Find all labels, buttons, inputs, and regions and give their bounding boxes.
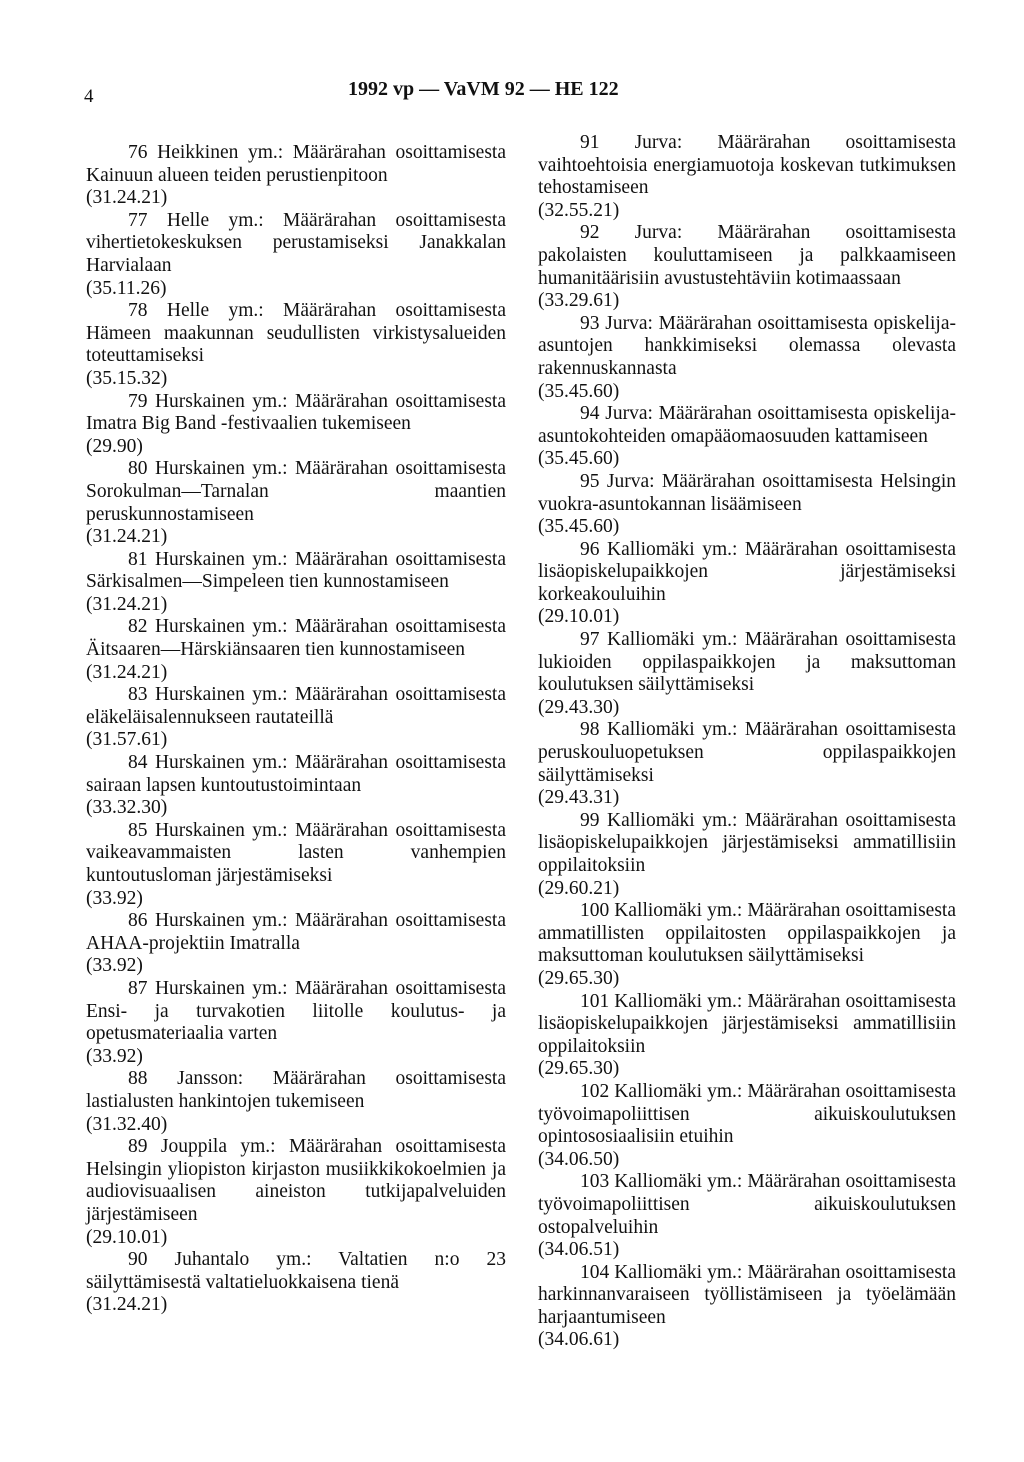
list-item bbox=[86, 1068, 506, 1136]
list-item bbox=[538, 810, 956, 900]
list-item bbox=[86, 910, 506, 978]
entry-code: (31.24.21) bbox=[86, 593, 168, 615]
entry-text: 95 Jurva: Määrärahan osoittamisesta Helsingin vuokra-asuntokannan lisäämiseen bbox=[538, 470, 956, 515]
list-item bbox=[538, 719, 956, 809]
running-title: 1992 vp — VaVM 92 — HE 122 bbox=[348, 78, 619, 100]
entry-text: 97 Kalliomäki ym.: Määrärahan osoittamisesta lukioiden oppilaspaikkojen ja maksuttoman koulutuksen säilyttämiseksi bbox=[538, 629, 956, 696]
list-item bbox=[538, 629, 956, 719]
list-item bbox=[538, 313, 956, 403]
list-item bbox=[86, 142, 506, 210]
list-item bbox=[538, 222, 956, 312]
entry-code: (29.90) bbox=[86, 435, 143, 457]
entry-text: 77 Helle ym.: Määrärahan osoittamisesta vihertietokeskuksen perustamiseksi Janakkalan Harvialaan bbox=[86, 209, 506, 276]
entry-code: (31.24.21) bbox=[86, 661, 168, 683]
list-item bbox=[538, 900, 956, 990]
entry-text: 88 Jansson: Määrärahan osoittamisesta lastialusten hankintojen tukemiseen bbox=[86, 1068, 506, 1112]
entry-code: (34.06.50) bbox=[538, 1148, 620, 1170]
list-item bbox=[538, 1081, 956, 1171]
entry-text: 94 Jurva: Määrärahan osoittamisesta opiskelija-asuntokohteiden omapääomaosuuden kattamiseen bbox=[538, 403, 956, 447]
entry-code: (34.06.61) bbox=[538, 1329, 620, 1351]
entry-text: 83 Hurskainen ym.: Määrärahan osoittamisesta eläkeläisalennukseen rautateillä bbox=[86, 684, 506, 728]
entry-text: 99 Kalliomäki ym.: Määrärahan osoittamisesta lisäopiskelupaikkojen järjestämiseksi ammatillisiin oppilaitoksiin bbox=[538, 809, 956, 876]
entry-code: (32.55.21) bbox=[538, 199, 620, 221]
entry-text: 79 Hurskainen ym.: Määrärahan osoittamisesta Imatra Big Band -festivaalien tukemiseen bbox=[86, 390, 506, 435]
list-item bbox=[86, 391, 506, 459]
entry-code: (33.92) bbox=[86, 887, 143, 909]
entry-text: 96 Kalliomäki ym.: Määrärahan osoittamisesta lisäopiskelupaikkojen järjestämiseksi korkeakouluihin bbox=[538, 538, 956, 605]
entry-text: 93 Jurva: Määrärahan osoittamisesta opiskelija-asuntojen hankkimiseksi olemassa olevasta rakennuskannasta bbox=[538, 312, 956, 379]
entry-text: 78 Helle ym.: Määrärahan osoittamisesta Hämeen maakunnan seudullisten virkistysalueiden toteuttamiseksi bbox=[86, 300, 506, 367]
page-number: 4 bbox=[84, 86, 94, 107]
entry-text: 103 Kalliomäki ym.: Määrärahan osoittamisesta työvoimapoliittisen aikuiskoulutuksen ostopalveluihin bbox=[538, 1171, 956, 1238]
entry-code: (35.45.60) bbox=[538, 380, 620, 402]
list-item bbox=[86, 549, 506, 617]
entry-text: 86 Hurskainen ym.: Määrärahan osoittamisesta AHAA-projektiin Imatralla bbox=[86, 910, 506, 954]
entry-code: (29.10.01) bbox=[538, 606, 620, 628]
entry-text: 98 Kalliomäki ym.: Määrärahan osoittamisesta peruskouluopetuksen oppilaspaikkojen säilyttämiseksi bbox=[538, 719, 956, 786]
entry-text: 82 Hurskainen ym.: Määrärahan osoittamisesta Äitsaaren—Härskiänsaaren tien kunnostamiseen bbox=[86, 616, 506, 661]
list-item bbox=[86, 978, 506, 1068]
list-item bbox=[538, 1171, 956, 1261]
entry-text: 84 Hurskainen ym.: Määrärahan osoittamisesta sairaan lapsen kuntoutustoimintaan bbox=[86, 752, 506, 796]
entry-text: 76 Heikkinen ym.: Määrärahan osoittamisesta Kainuun alueen teiden perustienpitoon bbox=[86, 142, 506, 186]
entry-code: (29.65.30) bbox=[538, 967, 620, 989]
entry-text: 81 Hurskainen ym.: Määrärahan osoittamisesta Särkisalmen—Simpeleen tien kunnostamiseen bbox=[86, 548, 506, 593]
entry-code: (29.60.21) bbox=[538, 877, 620, 899]
list-item bbox=[86, 684, 506, 752]
right-column bbox=[538, 132, 956, 1352]
entry-code: (31.24.21) bbox=[86, 187, 168, 209]
entry-code: (35.15.32) bbox=[86, 367, 168, 389]
list-item bbox=[86, 1249, 506, 1317]
list-item bbox=[86, 210, 506, 300]
entry-text: 90 Juhantalo ym.: Valtatien n:o 23 säilyttämisestä valtatieluokkaisena tienä bbox=[86, 1249, 506, 1293]
entry-text: 85 Hurskainen ym.: Määrärahan osoittamisesta vaikeavammaisten lasten vanhempien kuntoutusloman järjestämiseksi bbox=[86, 819, 506, 886]
list-item bbox=[86, 820, 506, 910]
list-item bbox=[86, 300, 506, 390]
entry-text: 91 Jurva: Määrärahan osoittamisesta vaihtoehtoisia energiamuotoja koskevan tutkimuksen tehostamiseen bbox=[538, 132, 956, 199]
list-item bbox=[86, 616, 506, 684]
list-item bbox=[538, 991, 956, 1081]
entry-code: (35.11.26) bbox=[86, 277, 167, 299]
entry-text: 102 Kalliomäki ym.: Määrärahan osoittamisesta työvoimapoliittisen aikuiskoulutuksen opintososiaalisiin etuihin bbox=[538, 1080, 956, 1148]
list-item bbox=[538, 132, 956, 222]
page-header bbox=[84, 78, 684, 112]
entry-code: (31.24.21) bbox=[86, 526, 168, 548]
entry-text: 100 Kalliomäki ym.: Määrärahan osoittamisesta ammatillisten oppilaitosten oppilaspaikkojen ja maksuttoman koulutuksen säilyttämiseksi bbox=[538, 900, 956, 967]
entry-code: (29.43.31) bbox=[538, 787, 620, 809]
entry-text: 80 Hurskainen ym.: Määrärahan osoittamisesta Sorokulman—Tarnalan maantien peruskunnostamiseen bbox=[86, 458, 506, 525]
entry-code: (31.57.61) bbox=[86, 729, 168, 751]
entry-text: 92 Jurva: Määrärahan osoittamisesta pakolaisten kouluttamiseen ja palkkaamiseen humanitäärisiin avustustehtäviin kotimaassaan bbox=[538, 222, 956, 289]
list-item bbox=[538, 539, 956, 629]
list-item bbox=[86, 458, 506, 548]
list-item bbox=[538, 471, 956, 539]
list-item bbox=[538, 1262, 956, 1352]
entry-text: 89 Jouppila ym.: Määrärahan osoittamisesta Helsingin yliopiston kirjaston musiikkikokoelmien ja audiovisuaalisen aineiston tutkijapalveluiden järjestämiseen bbox=[86, 1136, 506, 1225]
entry-code: (35.45.60) bbox=[538, 516, 620, 538]
entry-code: (31.32.40) bbox=[86, 1113, 168, 1135]
entry-text: 87 Hurskainen ym.: Määrärahan osoittamisesta Ensi- ja turvakotien liitolle koulutus- ja opetusmateriaalia varten bbox=[86, 977, 506, 1045]
entry-code: (29.10.01) bbox=[86, 1226, 168, 1248]
list-item bbox=[86, 752, 506, 820]
entry-code: (31.24.21) bbox=[86, 1294, 168, 1316]
entry-code: (29.65.30) bbox=[538, 1058, 620, 1080]
entry-code: (35.45.60) bbox=[538, 448, 620, 470]
list-item bbox=[86, 1136, 506, 1249]
entry-code: (33.29.61) bbox=[538, 290, 620, 312]
entry-code: (33.32.30) bbox=[86, 797, 168, 819]
left-column bbox=[86, 142, 506, 1317]
entry-text: 101 Kalliomäki ym.: Määrärahan osoittamisesta lisäopiskelupaikkojen järjestämiseksi ammatillisiin oppilaitoksiin bbox=[538, 990, 956, 1057]
entry-code: (29.43.30) bbox=[538, 696, 620, 718]
list-item bbox=[538, 403, 956, 471]
entry-code: (33.92) bbox=[86, 955, 143, 977]
entry-text: 104 Kalliomäki ym.: Määrärahan osoittamisesta harkinnanvaraiseen työllistämiseen ja työelämään harjaantumiseen bbox=[538, 1261, 956, 1328]
entry-code: (34.06.51) bbox=[538, 1239, 620, 1261]
entry-code: (33.92) bbox=[86, 1045, 143, 1067]
